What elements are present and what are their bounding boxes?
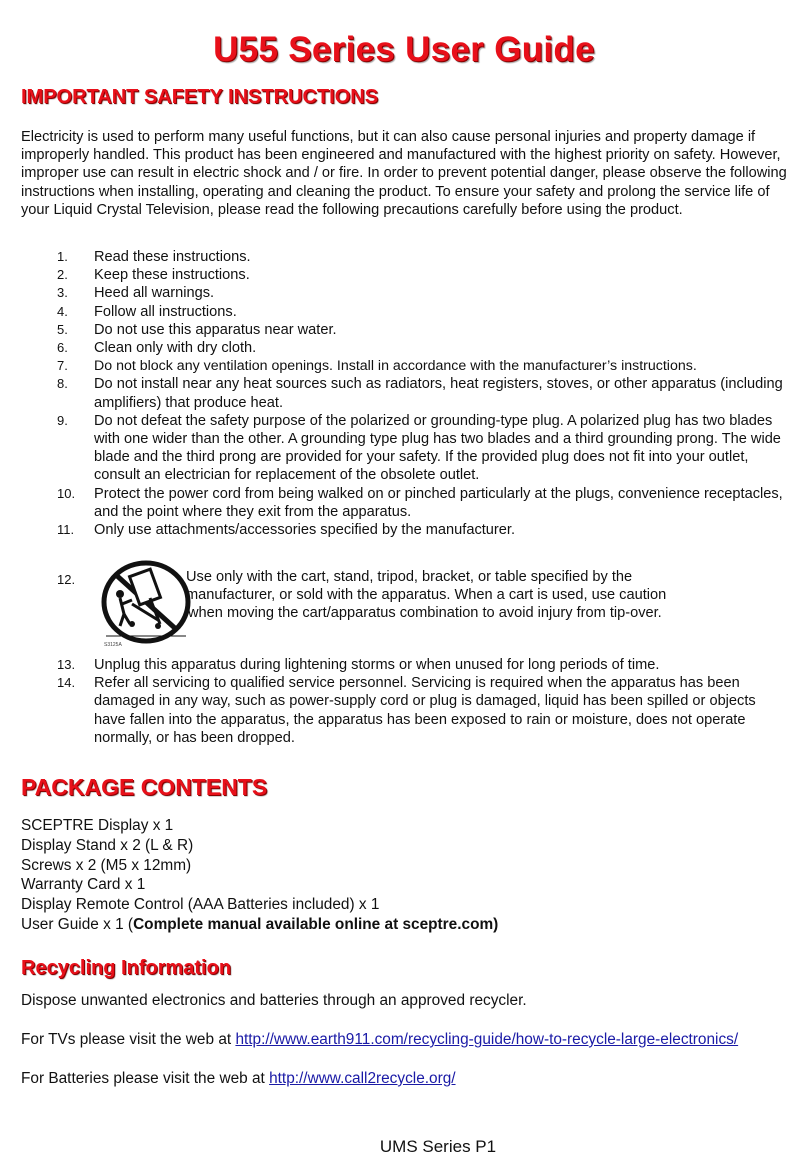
list-item: Warranty Card x 1 xyxy=(21,876,146,894)
list-item: Screws x 2 (M5 x 12mm) xyxy=(21,856,192,874)
item-number: 14. xyxy=(57,675,76,691)
safety-list-continued xyxy=(21,656,791,747)
list-item: Display Stand x 2 (L & R) xyxy=(21,836,194,854)
safety-list xyxy=(21,248,791,539)
item-number: 3. xyxy=(57,285,68,301)
list-item xyxy=(21,357,791,375)
list-item xyxy=(21,568,791,648)
document-title: U55 Series User Guide xyxy=(213,30,595,69)
item-number: 10. xyxy=(57,485,76,501)
tv-recycling-link[interactable]: http://www.earth911.com/recycling-guide/how-to-recycle-large-electronics/ xyxy=(235,1031,739,1048)
item-text: Unplug this apparatus during lightening storms or when unused for long periods of time. xyxy=(94,657,660,673)
item-number: 1. xyxy=(57,249,68,264)
package-heading: PACKAGE CONTENTS xyxy=(21,774,268,800)
item-number: 9. xyxy=(57,412,68,428)
item-number: 7. xyxy=(57,358,68,374)
list-item xyxy=(21,339,791,357)
item-text: Read these instructions. xyxy=(94,249,251,265)
package-list xyxy=(21,816,498,935)
list-item xyxy=(21,485,791,521)
cart-line-1: Use only with the cart, stand, tripod, bracket, or table specified by the xyxy=(186,569,633,585)
item-text: Only use attachments/accessories specified by the manufacturer. xyxy=(94,522,515,539)
battery-prefix: For Batteries please visit the web at xyxy=(21,1070,270,1087)
item-number: 4. xyxy=(57,303,68,319)
list-item xyxy=(21,915,498,935)
item-text: Do not defeat the safety purpose of the polarized or grounding-type plug. A polarized plug has two blades with one wider than the other. A grounding type plug has two blades and a third grounding prong. The wide blade and the third prong are provided for your safety. If the provided plug does not fit into your outlet, consult an electrician for replacement of the obsolete outlet. xyxy=(94,412,781,484)
guide-prefix: User Guide x 1 ( xyxy=(21,915,134,933)
item-number: 12. xyxy=(57,572,76,587)
item-number: 8. xyxy=(57,376,68,392)
item-text: Do not use this apparatus near water. xyxy=(94,321,337,338)
list-item xyxy=(21,521,791,539)
item-text: Clean only with dry cloth. xyxy=(94,340,257,357)
item-text: Do not install near any heat sources such as radiators, heat registers, stoves, or other apparatus (including amplifiers) that produce heat. xyxy=(94,376,783,411)
item-number: 6. xyxy=(57,340,68,356)
item-number: 2. xyxy=(57,267,68,283)
item-number: 5. xyxy=(57,321,68,337)
item-text: Keep these instructions. xyxy=(94,267,250,284)
page-footer: UMS Series P1 xyxy=(379,1137,497,1156)
list-item xyxy=(21,248,791,266)
list-item xyxy=(21,375,791,411)
list-item xyxy=(21,321,791,339)
cart-line-3: when moving the cart/apparatus combination to avoid injury from tip-over. xyxy=(188,605,662,622)
safety-intro: Electricity is used to perform many useful functions, but it can also cause personal injuries and property damage if improperly handled. This product has been engineered and manufactured with the highest priority on safety. However, improper use can result in electric shock and / or fire. In order to prevent potential danger, please observe the following instructions when installing, operating and cleaning the product. To ensure your safety and prolong the service life of your Liquid Crystal Television, please read the following precautions carefully before using the product. xyxy=(21,129,787,218)
list-item xyxy=(21,674,791,747)
item-text: Heed all warnings. xyxy=(94,285,215,302)
list-item: SCEPTRE Display x 1 xyxy=(21,817,174,834)
list-item: Display Remote Control (AAA Batteries included) x 1 xyxy=(21,896,380,914)
recycling-line-1: Dispose unwanted electronics and batteries through an approved recycler. xyxy=(21,992,527,1009)
safety-heading: IMPORTANT SAFETY INSTRUCTIONS xyxy=(21,86,379,108)
recycling-tv-line xyxy=(21,1030,738,1049)
list-item xyxy=(21,656,791,674)
item-text: Protect the power cord from being walked on or pinched particularly at the plugs, convenience receptacles, and the point where they exit from the apparatus. xyxy=(94,485,783,520)
guide-note: Complete manual available online at sceptre.com) xyxy=(133,915,499,933)
item-text: Follow all instructions. xyxy=(94,303,237,320)
item-text: Refer all servicing to qualified service personnel. Servicing is required when the apparatus has been damaged in any way, such as power-supply cord or plug is damaged, liquid has been spilled or objects have fallen into the apparatus, the apparatus has been exposed to rain or moisture, does not operate normally, or has been dropped. xyxy=(94,675,756,746)
icon-caption: S3125A xyxy=(104,642,122,648)
cart-warning-text xyxy=(186,568,726,623)
list-item xyxy=(21,284,791,302)
recycling-heading: Recycling Information xyxy=(21,957,232,979)
item-text: Do not block any ventilation openings. Install in accordance with the manufacturer’s instructions. xyxy=(94,358,697,375)
list-item xyxy=(21,412,791,485)
cart-warning-item xyxy=(21,568,791,648)
recycling-battery-line xyxy=(21,1069,456,1088)
item-number: 13. xyxy=(57,657,76,672)
list-item xyxy=(21,266,791,284)
item-number: 11. xyxy=(57,522,75,538)
cart-line-2: manufacturer, or sold with the apparatus. When a cart is used, use caution xyxy=(186,587,667,604)
tv-prefix: For TVs please visit the web at xyxy=(21,1031,236,1048)
battery-recycling-link[interactable]: http://www.call2recycle.org/ xyxy=(269,1070,456,1087)
list-item xyxy=(21,303,791,321)
